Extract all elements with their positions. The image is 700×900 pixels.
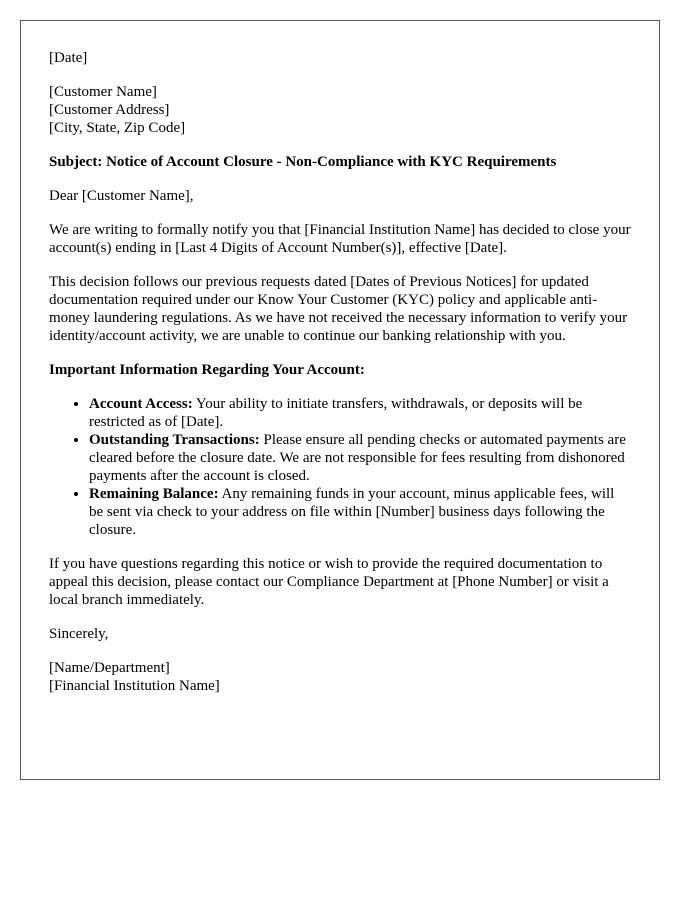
recipient-block [49, 83, 631, 137]
signature-institution: [Financial Institution Name] [49, 678, 220, 694]
salutation: Dear [Customer Name], [49, 188, 194, 204]
info-item-remaining-balance [89, 485, 631, 539]
info-item-account-access [89, 395, 631, 431]
important-info-heading: Important Information Regarding Your Account: [49, 362, 365, 378]
important-info-list [49, 395, 631, 539]
signature-name: [Name/Department] [49, 660, 170, 676]
paragraph-contact: If you have questions regarding this notice or wish to provide the required documentation to appeal this decision, please contact our Compliance Department at [Phone Number] or visit a local branch immediately. [49, 556, 609, 608]
info-item-text: Any remaining funds in your account, minus applicable fees, will be sent via check to your address on file within [Number] business days following the closure. [89, 486, 615, 538]
recipient-address: [Customer Address] [49, 102, 170, 118]
info-item-label: Outstanding Transactions: [89, 432, 260, 448]
info-item-label: Remaining Balance: [89, 486, 219, 502]
closing: Sincerely, [49, 626, 109, 642]
paragraph-closure-notice: We are writing to formally notify you that [Financial Institution Name] has decided to close your account(s) ending in [Last 4 Digits of Account Number(s)], effective [Date]. [49, 222, 631, 256]
letter-date: [Date] [49, 50, 88, 66]
letter-page [20, 20, 660, 780]
subject-line: Subject: Notice of Account Closure - Non-Compliance with KYC Requirements [49, 154, 557, 170]
info-item-label: Account Access: [89, 396, 193, 412]
recipient-city-state-zip: [City, State, Zip Code] [49, 120, 186, 136]
recipient-name: [Customer Name] [49, 84, 157, 100]
info-item-text: Please ensure all pending checks or automated payments are cleared before the closure date. We are not responsible for fees resulting from dishonored payments after the account is closed. [89, 432, 626, 484]
info-item-text: Your ability to initiate transfers, withdrawals, or deposits will be restricted as of [Date]. [89, 396, 583, 430]
paragraph-kyc-reason: This decision follows our previous requests dated [Dates of Previous Notices] for updated documentation required under our Know Your Customer (KYC) policy and applicable anti-money laundering regulations. As we have not received the necessary information to verify your identity/account activity, we are unable to continue our banking relationship with you. [49, 274, 628, 344]
info-item-outstanding-transactions [89, 431, 631, 485]
signature-block [49, 659, 631, 695]
